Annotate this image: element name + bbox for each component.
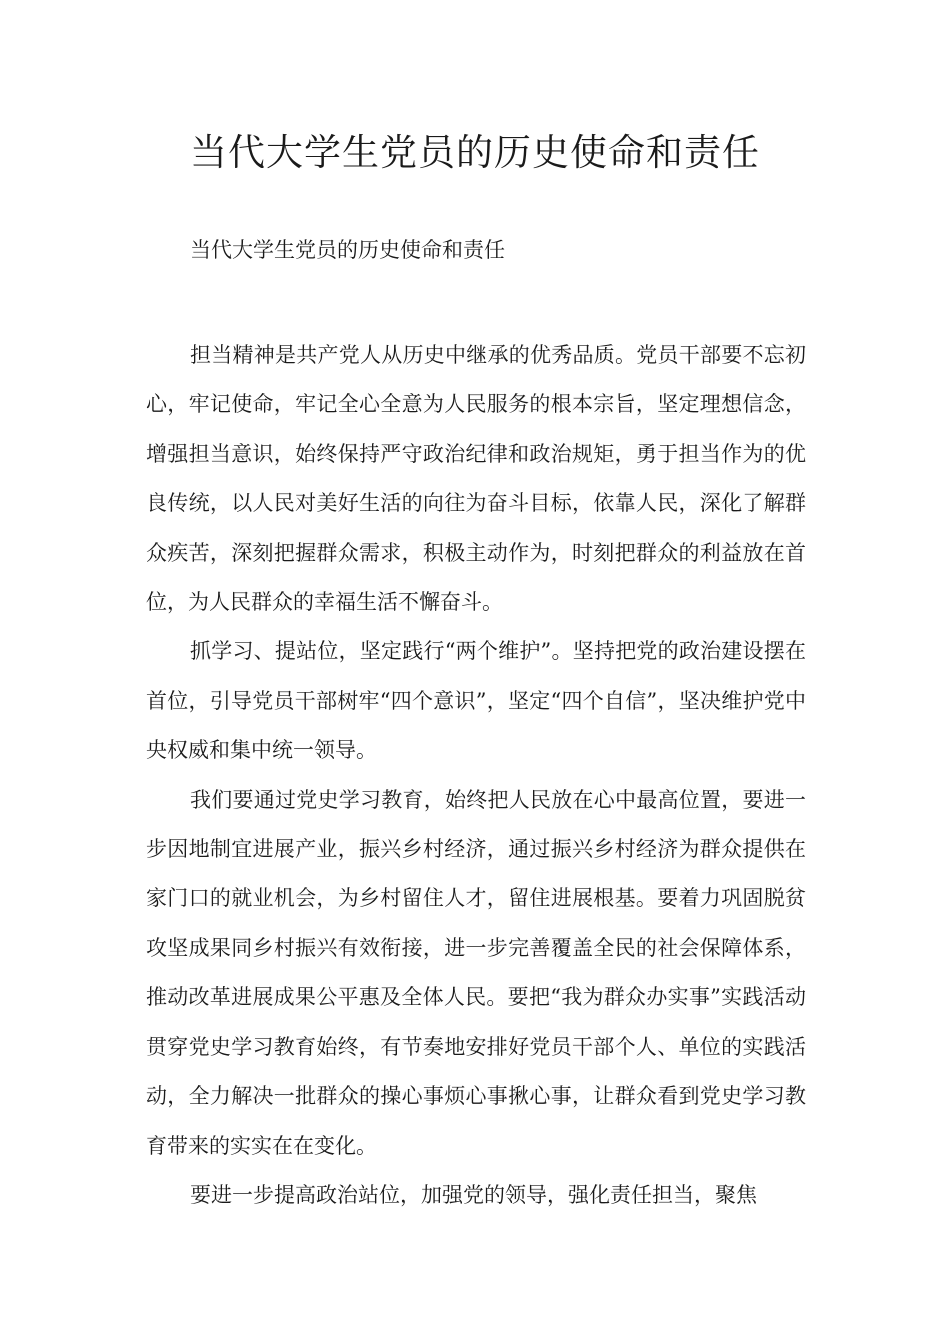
paragraph: 要进一步提高政治站位，加强党的领导，强化责任担当，聚焦: [190, 1182, 757, 1207]
paragraph: 抓学习、提站位，坚定践行“两个维护”。坚持把党的政治建设摆在首位，引导党员干部树牢“四个意识”，坚定“四个自信”，坚决维护党中央权威和集中统一领导。: [146, 639, 806, 763]
paragraph: 担当精神是共产党人从历史中继承的优秀品质。党员干部要不忘初心，牢记使命，牢记全心全意为人民服务的根本宗旨，坚定理想信念，增强担当意识，始终保持严守政治纪律和政治规矩，勇于担当作为的优良传统，以人民对美好生活的向往为奋斗目标，依靠人民，深化了解群众疾苦，深刻把握群众需求，积极主动作为，时刻把群众的利益放在首位，为人民群众的幸福生活不懈奋斗。: [146, 343, 806, 615]
document-subtitle: 当代大学生党员的历史使命和责任: [190, 238, 505, 262]
document-title: 当代大学生党员的历史使命和责任: [190, 131, 760, 174]
paragraph: 我们要通过党史学习教育，始终把人民放在心中最高位置，要进一步因地制宜进展产业，振兴乡村经济，通过振兴乡村经济为群众提供在家门口的就业机会，为乡村留住人才，留住进展根基。要着力巩固脱贫攻坚成果同乡村振兴有效衔接，进一步完善覆盖全民的社会保障体系，推动改革进展成果公平惠及全体人民。要把“我为群众办实事”实践活动贯穿党史学习教育始终，有节奏地安排好党员干部个人、单位的实践活动，全力解决一批群众的操心事烦心事揪心事，让群众看到党史学习教育带来的实实在在变化。: [146, 787, 806, 1158]
document-body: [146, 331, 806, 1220]
